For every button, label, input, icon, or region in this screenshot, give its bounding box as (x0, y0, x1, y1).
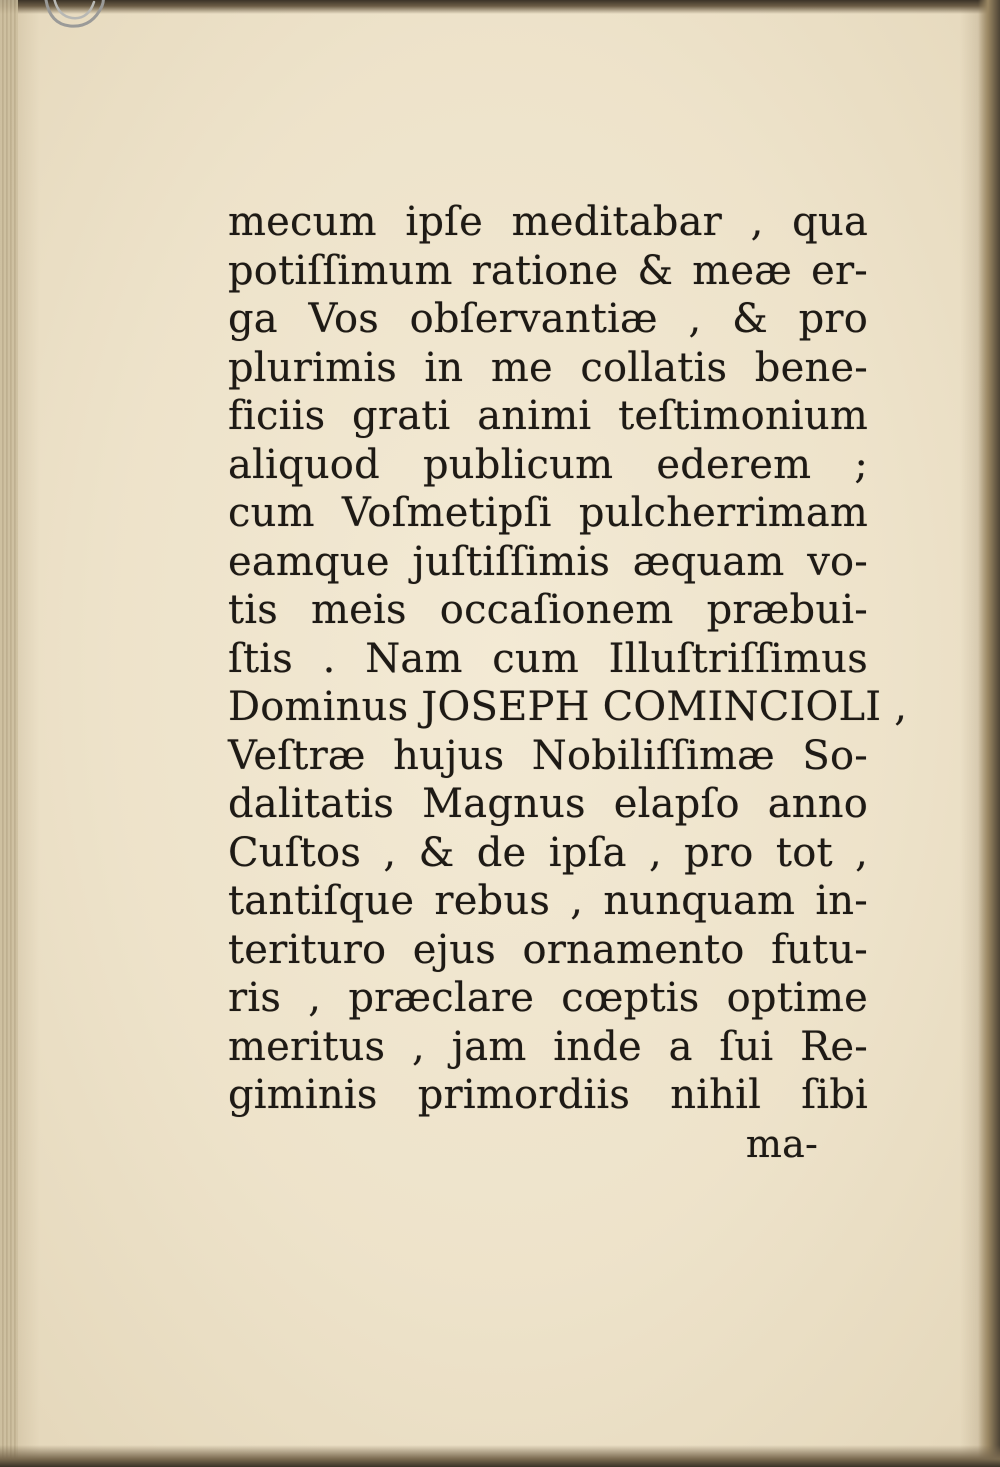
text-line-7: cum Voſmetipſi pulcherrimam (228, 490, 868, 536)
text-line-16: terituro ejus ornamento futu- (228, 926, 868, 973)
page-bottom-edge (0, 1445, 1000, 1467)
text-line-8: eamque juſtiſſimis æquam vo- (228, 538, 868, 585)
text-line-5: ficiis grati animi teſtimonium (228, 393, 868, 439)
text-line-13: dalitatis Magnus elapſo anno (228, 781, 868, 827)
text-line-19: giminis primordiis nihil ſibi (228, 1072, 868, 1118)
body-text (228, 198, 908, 1168)
text-line-11: Dominus JOSEPH COMINCIOLI , (228, 684, 908, 730)
text-line-9: tis meis occaſionem præbui- (228, 587, 868, 633)
text-line-17: ris , præclare cœptis optime (228, 975, 868, 1021)
catchword: ma- (745, 1121, 818, 1166)
page-left-edge (0, 0, 18, 1467)
text-line-3: ga Vos obſervantiæ , & pro (228, 296, 868, 342)
text-line-12: Veſtræ hujus Nobiliſſimæ So- (228, 732, 868, 779)
text-line-4: plurimis in me collatis bene- (228, 344, 868, 391)
page-right-edge (978, 0, 1000, 1467)
paper-clip-icon (40, 0, 110, 34)
page-top-edge (0, 0, 1000, 14)
text-line-10: ſtis . Nam cum Illuſtriſſimus (228, 635, 868, 682)
text-line-18: meritus , jam inde a ſui Re- (228, 1023, 868, 1070)
text-line-6: aliquod publicum ederem ; (228, 441, 868, 488)
text-line-1: mecum ipſe meditabar , qua (228, 199, 868, 245)
text-line-14: Cuſtos , & de ipſa , pro tot , (228, 829, 868, 876)
text-line-15: tantiſque rebus , nunquam in- (228, 878, 868, 924)
text-line-2: potiſſimum ratione & meæ er- (228, 247, 868, 294)
